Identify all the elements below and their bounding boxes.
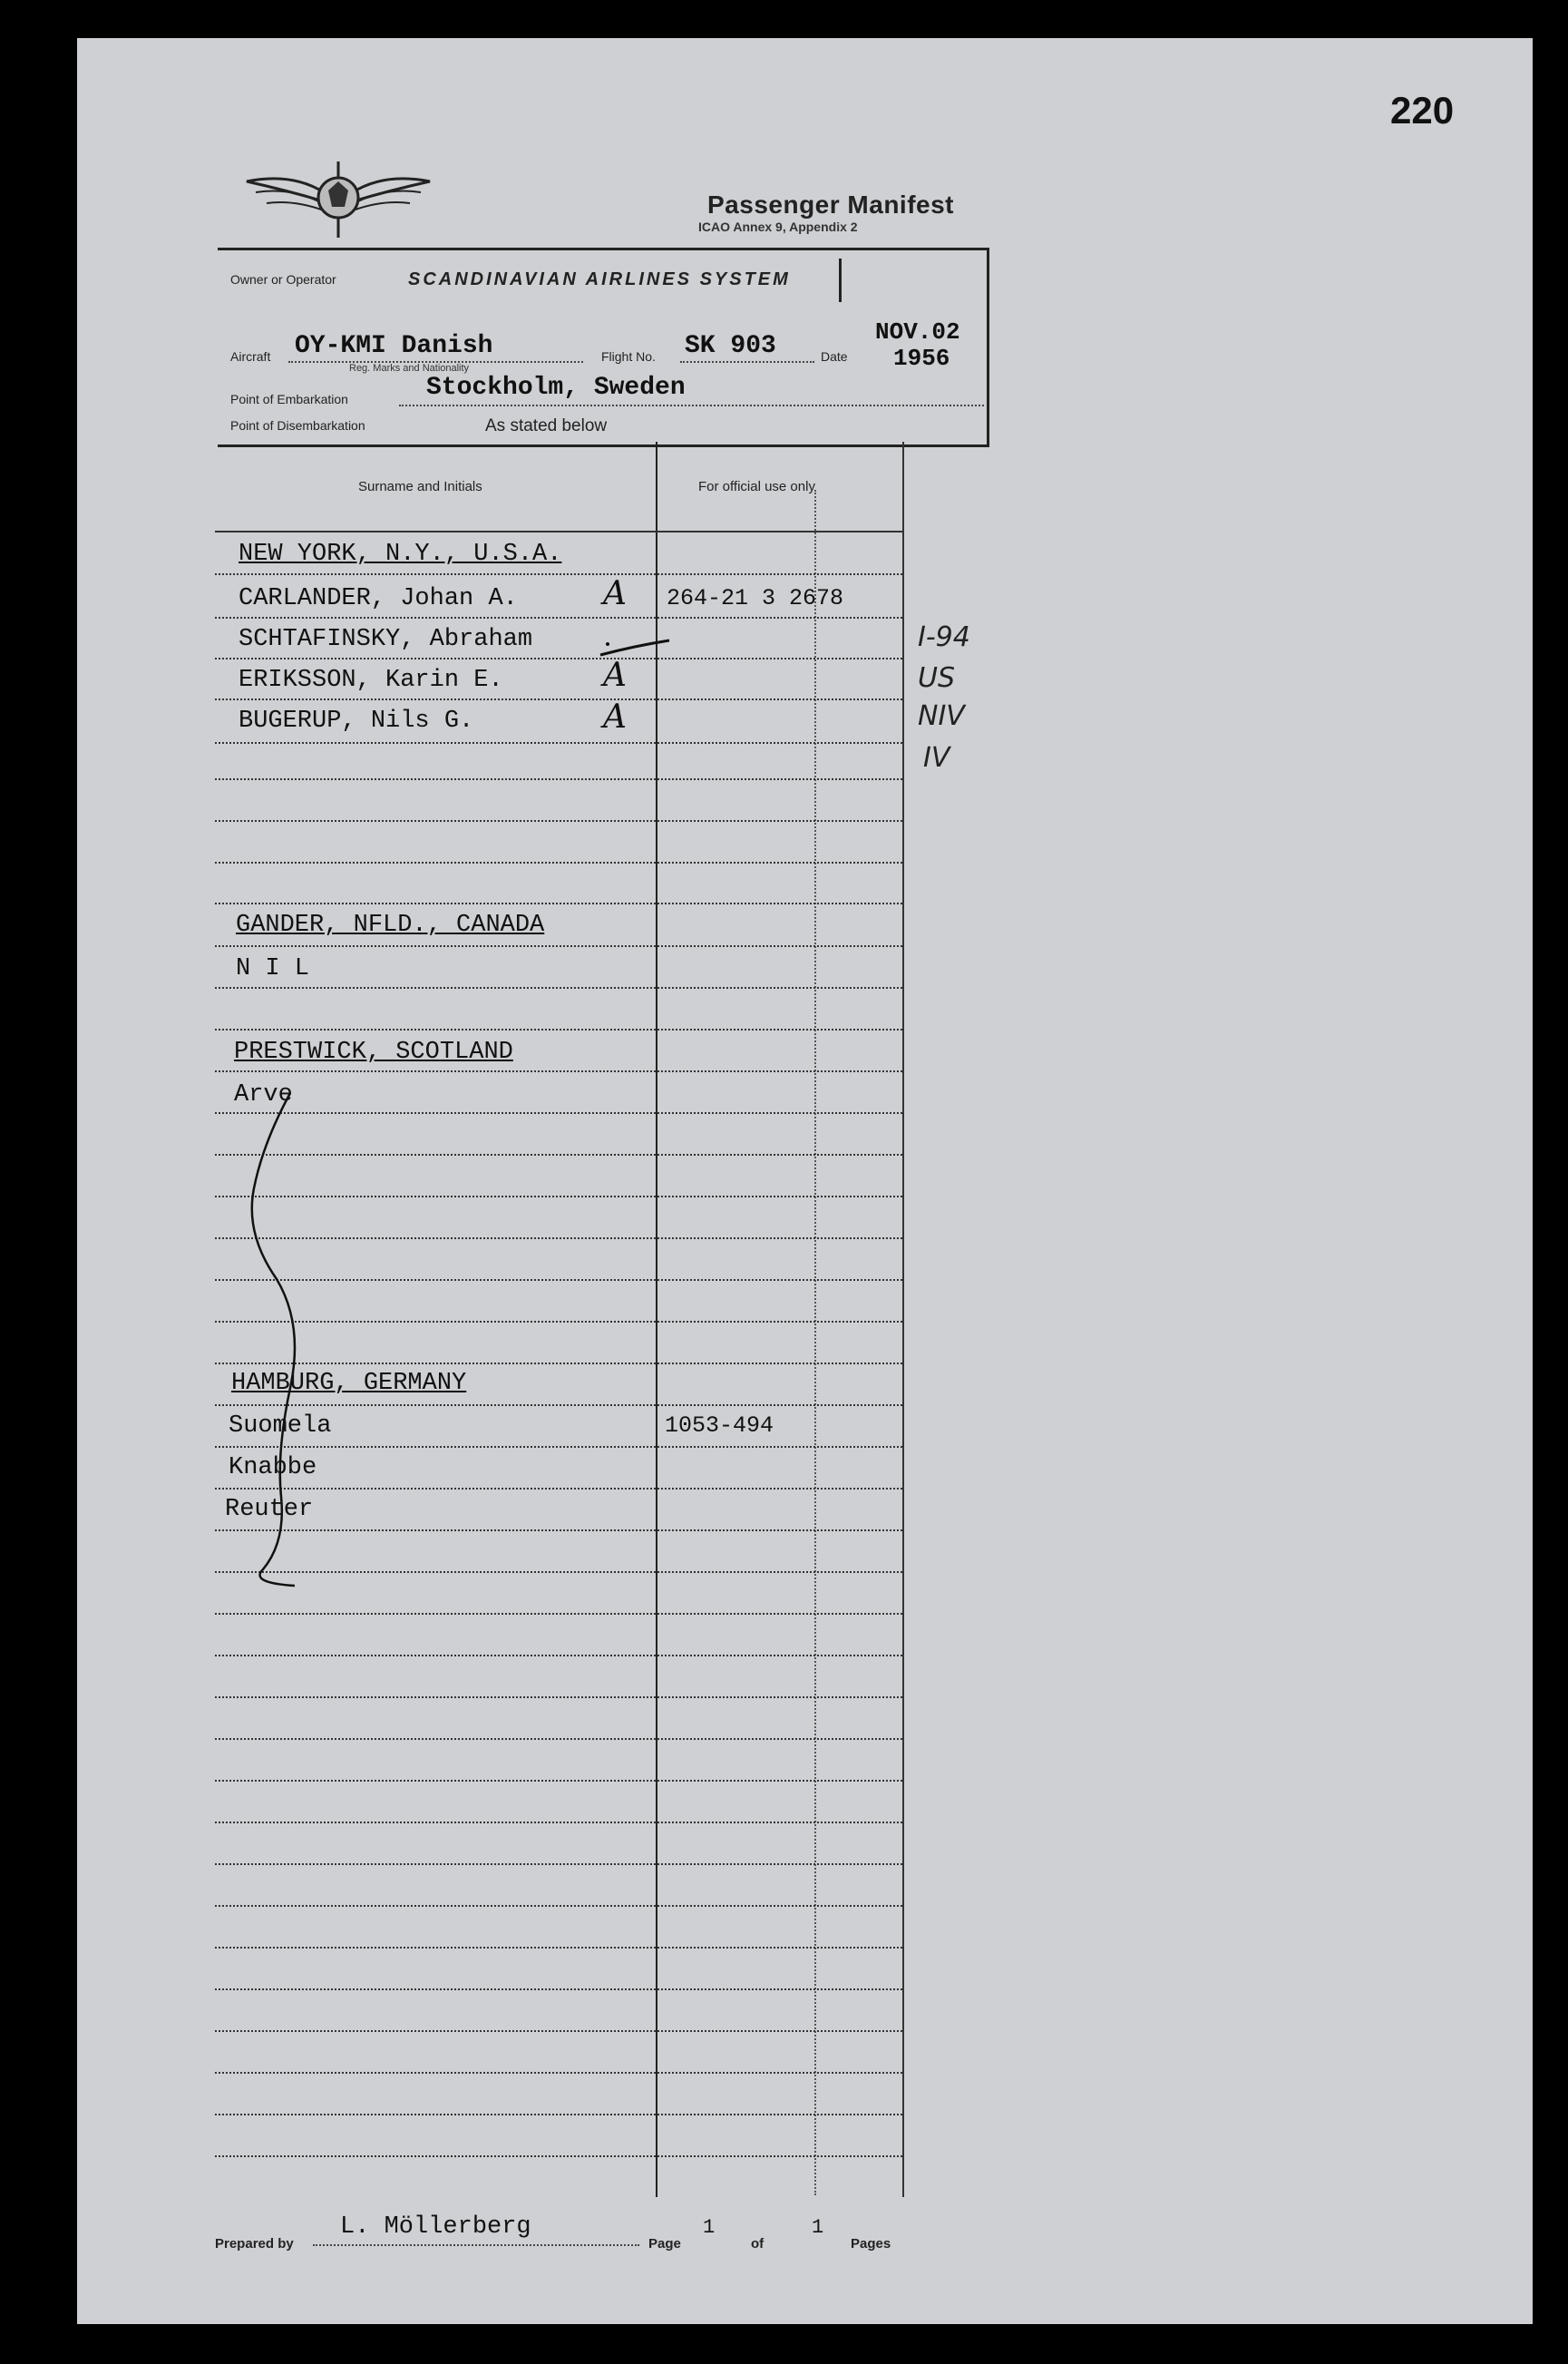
official-use-column-header: For official use only	[698, 479, 815, 494]
aircraft-label: Aircraft	[230, 349, 271, 364]
handwritten-a-mark: A	[603, 698, 627, 736]
owner-value: SCANDINAVIAN AIRLINES SYSTEM	[408, 269, 791, 289]
destination-heading-new-york: NEW YORK, N.Y., U.S.A.	[239, 541, 562, 568]
date-value-line2: 1956	[893, 345, 950, 372]
date-value-line1: NOV.02	[875, 318, 960, 346]
margin-annotation: US	[918, 662, 956, 694]
manifest-subtitle: ICAO Annex 9, Appendix 2	[698, 220, 858, 234]
disembark-value: As stated below	[485, 416, 608, 435]
table-rule	[215, 987, 902, 989]
handwritten-squiggle-line	[227, 1089, 345, 1597]
aircraft-value: OY-KMI Danish	[295, 332, 493, 360]
of-value: 1	[812, 2216, 824, 2239]
table-rule	[215, 2114, 902, 2115]
table-rule	[215, 2072, 902, 2074]
prepared-by-label: Prepared by	[215, 2236, 294, 2252]
hamburg-entry: Knabbe	[229, 1454, 317, 1481]
pages-label: Pages	[851, 2236, 891, 2252]
handwritten-dash-mark	[599, 635, 671, 662]
owner-label: Owner or Operator	[230, 272, 336, 287]
passenger-entry: ERIKSSON, Karin E.	[239, 667, 503, 694]
table-rule	[215, 2030, 902, 2032]
prepared-by-underline	[313, 2244, 639, 2246]
disembark-label: Point of Disembarkation	[230, 418, 365, 433]
table-rule	[215, 698, 902, 700]
prestwick-entry: Arve	[234, 1081, 293, 1109]
table-rule	[215, 1738, 902, 1740]
embark-underline	[399, 405, 984, 406]
surname-column-header: Surname and Initials	[358, 479, 482, 494]
page-number: 220	[1390, 89, 1455, 132]
prepared-by-value: L. Möllerberg	[340, 2213, 531, 2241]
table-rule	[215, 820, 902, 822]
table-rule	[215, 903, 902, 904]
manifest-title: Passenger Manifest	[707, 190, 954, 219]
table-rule	[215, 1613, 902, 1615]
table-rule	[215, 1947, 902, 1949]
airline-wings-logo	[238, 154, 439, 240]
handwritten-a-mark: A	[603, 575, 627, 612]
destination-heading-gander: GANDER, NFLD., CANADA	[236, 912, 545, 939]
table-rule	[215, 573, 902, 575]
table-rule	[215, 658, 902, 659]
table-rule	[215, 778, 902, 780]
aircraft-sublabel: Reg. Marks and Nationality	[349, 363, 470, 374]
margin-annotation: I-94	[918, 621, 970, 653]
hamburg-entry: Suomela	[229, 1412, 332, 1440]
of-label: of	[751, 2236, 765, 2252]
column-divider	[656, 442, 657, 2197]
table-rule	[215, 1655, 902, 1656]
table-rule	[215, 742, 902, 744]
table-rule	[215, 1780, 902, 1782]
table-rule	[215, 617, 902, 619]
table-rule	[215, 1696, 902, 1698]
official-use-entry: 264-21 3 2678	[667, 585, 844, 611]
date-label: Date	[821, 349, 848, 364]
passenger-entry: BUGERUP, Nils G.	[239, 708, 474, 735]
table-rule	[215, 1822, 902, 1823]
handwritten-a-mark: A	[603, 657, 627, 694]
flight-underline	[680, 361, 814, 363]
table-rule	[215, 1029, 902, 1031]
flight-value: SK 903	[685, 332, 776, 360]
passenger-entry: CARLANDER, Johan A.	[239, 585, 518, 612]
table-rule	[215, 2155, 902, 2157]
destination-heading-hamburg: HAMBURG, GERMANY	[231, 1370, 467, 1397]
gander-entry: N I L	[236, 955, 310, 982]
table-rule	[215, 1070, 902, 1072]
hamburg-entry: Reuter	[225, 1496, 314, 1523]
margin-annotation: NIV	[918, 700, 965, 732]
table-rule	[215, 1863, 902, 1865]
embark-value: Stockholm, Sweden	[426, 374, 686, 402]
owner-mark	[839, 259, 842, 302]
margin-annotation: IV	[923, 742, 950, 774]
page-label: Page	[648, 2236, 681, 2252]
column-divider-dotted	[814, 490, 816, 2195]
table-rule	[215, 862, 902, 864]
table-rule	[215, 531, 902, 532]
table-rule	[215, 1905, 902, 1907]
table-rule	[215, 945, 902, 947]
embark-label: Point of Embarkation	[230, 392, 348, 406]
passenger-entry: SCHTAFINSKY, Abraham	[239, 626, 533, 653]
official-use-entry: 1053-494	[665, 1412, 774, 1439]
page-value: 1	[703, 2216, 716, 2239]
destination-heading-prestwick: PRESTWICK, SCOTLAND	[234, 1039, 513, 1066]
table-rule	[215, 1988, 902, 1990]
flight-label: Flight No.	[601, 349, 656, 364]
